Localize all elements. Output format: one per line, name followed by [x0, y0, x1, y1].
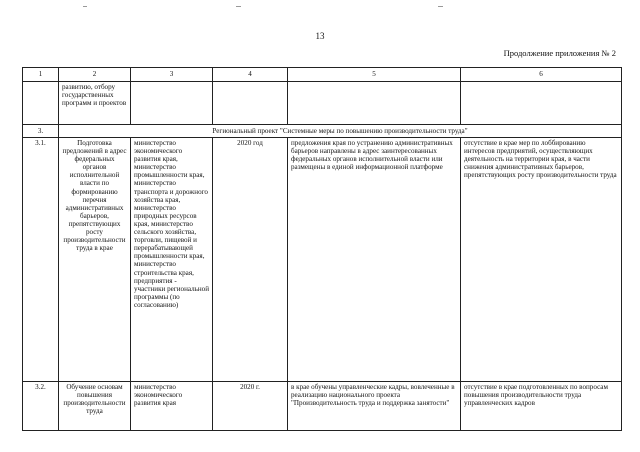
- table-header-row: [23, 68, 622, 82]
- header-cell: 5: [288, 68, 461, 82]
- appendix-continuation-note: Продолжение приложения № 2: [503, 48, 616, 58]
- header-cell: 4: [213, 68, 288, 82]
- section-number: 3.: [23, 125, 59, 138]
- section-row: [23, 125, 622, 138]
- table-cell: [288, 82, 461, 125]
- table-cell: развитию, отбору государственных программ и проектов: [59, 82, 131, 125]
- header-cell: 3: [131, 68, 213, 82]
- scan-speck: [438, 6, 443, 7]
- row-number: 3.1.: [23, 138, 59, 382]
- scan-speck: [83, 6, 87, 7]
- deadline-cell: 2020 г.: [213, 382, 288, 431]
- executors-cell: министерство экономического развития края, министерство промышленности края, министерство транспорта и дорожного хозяйства края, министерство природных ресурсов края, министерство сельского хозяйства, торговли, пищевой и перерабатывающей промышленности края, министерство строительства края, предприятия - участники региональной программы (по согласованию): [131, 138, 213, 382]
- risk-cell: отсутствие в крае мер по лоббированию интересов предприятий, осуществляющих деятельность на территории края, в части снижения административных барьеров, препятствующих росту производительности труда: [461, 138, 622, 382]
- result-cell: в крае обучены управленческие кадры, вовлеченные в реализацию национального проекта "Производительность труда и поддержка занятости": [288, 382, 461, 431]
- table-cell: [131, 82, 213, 125]
- deadline-cell: 2020 год: [213, 138, 288, 382]
- result-cell: предложения края по устранению административных барьеров направлены в адрес заинтересованных федеральных органов исполнительной власти или размещены в единой информационной платформе: [288, 138, 461, 382]
- table-cell: [213, 82, 288, 125]
- section-title: Региональный проект "Системные меры по повышению производительности труда": [59, 125, 622, 138]
- table-row: [23, 138, 622, 382]
- continuation-row: [23, 82, 622, 125]
- page-number: 13: [315, 31, 325, 41]
- scan-speck: [236, 6, 241, 7]
- measures-table: [22, 67, 622, 431]
- header-cell: 6: [461, 68, 622, 82]
- header-cell: 2: [59, 68, 131, 82]
- risk-cell: отсутствие в крае подготовленных по вопросам повышения производительности труда управленческих кадров: [461, 382, 622, 431]
- action-cell: Подготовка предложений в адрес федеральных органов исполнительной власти по формированию перечня административных барьеров, препятствующих росту производительности труда в крае: [59, 138, 131, 382]
- executors-cell: министерство экономического развития края: [131, 382, 213, 431]
- header-cell: 1: [23, 68, 59, 82]
- table-cell: [461, 82, 622, 125]
- table-cell: [23, 82, 59, 125]
- row-number: 3.2.: [23, 382, 59, 431]
- table-row: [23, 382, 622, 431]
- action-cell: Обучение основам повышения производительности труда: [59, 382, 131, 431]
